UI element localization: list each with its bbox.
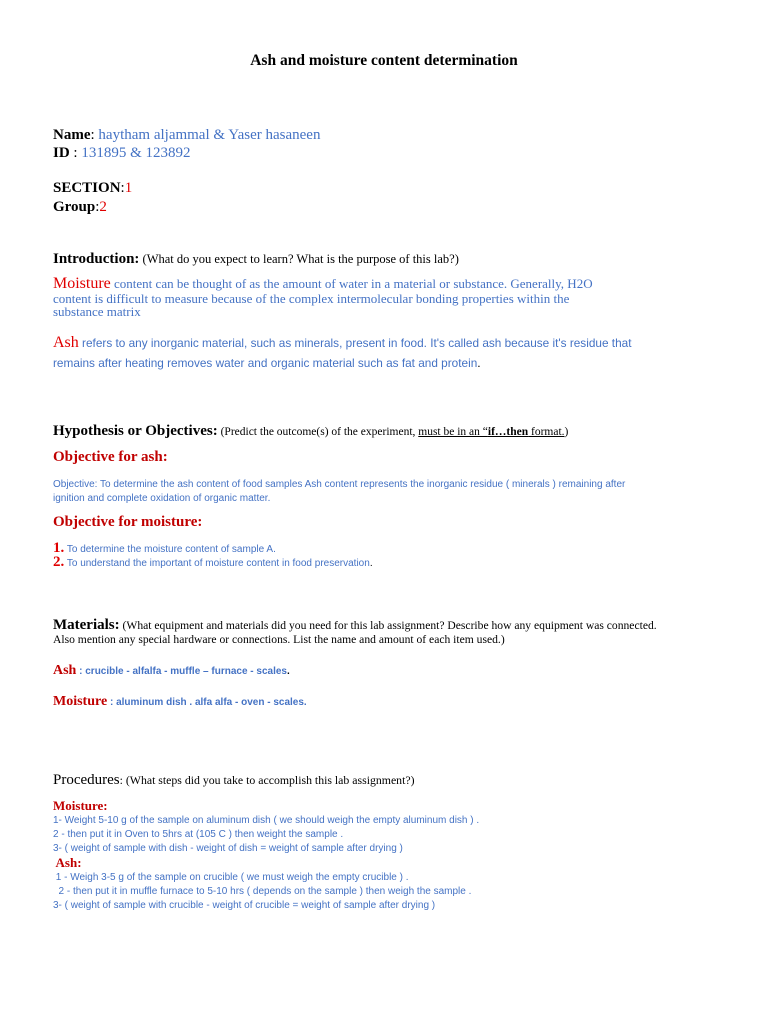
introduction-hint: (What do you expect to learn? What is the purpose of this lab?) — [139, 252, 459, 266]
moisture-intro-line2: content is difficult to measure because of the complex intermolecular bonding properties within the — [53, 291, 570, 306]
page-title: Ash and moisture content determination — [250, 52, 518, 69]
objective-moisture-item-1: 1. To determine the moisture content of sample A. — [53, 540, 276, 556]
name-row: Name: haytham aljammal & Yaser hasaneen — [53, 127, 321, 143]
procedures-ash-step-1: 1 - Weigh 3-5 g of the sample on crucible ( we must weigh the empty crucible ) . — [53, 872, 409, 883]
objective-ash-text-line2: ignition and complete oxidation of organic matter. — [53, 493, 271, 504]
materials-ash-row: Ash : crucible - alfalfa - muffle – furnace - scales. — [53, 663, 290, 678]
objective-ash-heading: Objective for ash: — [53, 449, 168, 465]
id-value: 131895 & 123892 — [77, 145, 191, 161]
objective-moisture-item-2: 2. To understand the important of moisture content in food preservation. — [53, 554, 373, 570]
hypothesis-heading: Hypothesis or Objectives: — [53, 423, 218, 439]
materials-moisture-row: Moisture : aluminum dish . alfa alfa - oven - scales. — [53, 694, 307, 709]
procedures-moisture-step-2: 2 - then put it in Oven to 5hrs at (105 C ) then weight the sample . — [53, 829, 344, 840]
procedures-moisture-step-1: 1- Weight 5-10 g of the sample on aluminum dish ( we should weigh the empty aluminum dish ) . — [53, 815, 480, 826]
procedures-heading-row: Procedures: (What steps did you take to accomplish this lab assignment?) — [53, 772, 415, 788]
materials-heading: Materials: — [53, 617, 120, 633]
objective-moisture-heading: Objective for moisture: — [53, 514, 203, 530]
group-label: Group — [53, 199, 96, 215]
id-row: ID : 131895 & 123892 — [53, 145, 191, 161]
name-label: Name — [53, 127, 91, 143]
ash-intro-line1: Ash refers to any inorganic material, such as minerals, present in food. It's called ash because it's residue that — [53, 334, 632, 351]
introduction-heading-row — [53, 250, 459, 268]
group-value: 2 — [99, 199, 107, 215]
ash-intro-line2: remains after heating removes water and organic material such as fat and protein. — [53, 356, 481, 370]
section-value: 1 — [124, 180, 133, 196]
moisture-word: Moisture — [53, 275, 111, 292]
materials-heading-row: Materials: (What equipment and materials did you need for this lab assignment? Describe how any equipment was connected. — [53, 617, 657, 633]
materials-hint-line2: Also mention any special hardware or connections. List the name and amount of each item used.) — [53, 633, 505, 646]
objective-ash-text-line1: Objective: To determine the ash content of food samples Ash content represents the inorganic residue ( minerals ) remaining after — [53, 479, 626, 490]
section-label: SECTION — [53, 180, 121, 196]
procedures-ash-heading: Ash: — [53, 855, 82, 870]
ash-word: Ash — [53, 334, 79, 351]
section-row: SECTION:1 — [53, 180, 133, 196]
moisture-intro-line1: Moisture content can be thought of as the amount of water in a material or substance. Generally, H2O — [53, 275, 593, 292]
id-label: ID — [53, 145, 70, 161]
introduction-heading: Introduction: — [53, 251, 140, 267]
procedures-ash-step-2: 2 - then put it in muffle furnace to 5-10 hrs ( depends on the sample ) then weigh the sample . — [53, 886, 472, 897]
name-value: haytham aljammal & Yaser hasaneen — [94, 127, 321, 143]
procedures-moisture-heading: Moisture: — [53, 798, 108, 813]
hypothesis-heading-row: Hypothesis or Objectives: (Predict the outcome(s) of the experiment, must be in an “if…then format.) — [53, 423, 569, 439]
moisture-intro-line3: substance matrix — [53, 304, 141, 319]
procedures-heading: Procedures — [53, 772, 120, 788]
procedures-ash-step-3: 3- ( weight of sample with crucible - weight of crucible = weight of sample after drying ) — [53, 900, 436, 911]
procedures-moisture-step-3: 3- ( weight of sample with dish - weight of dish = weight of sample after drying ) — [53, 843, 403, 854]
group-row: Group:2 — [53, 199, 107, 215]
